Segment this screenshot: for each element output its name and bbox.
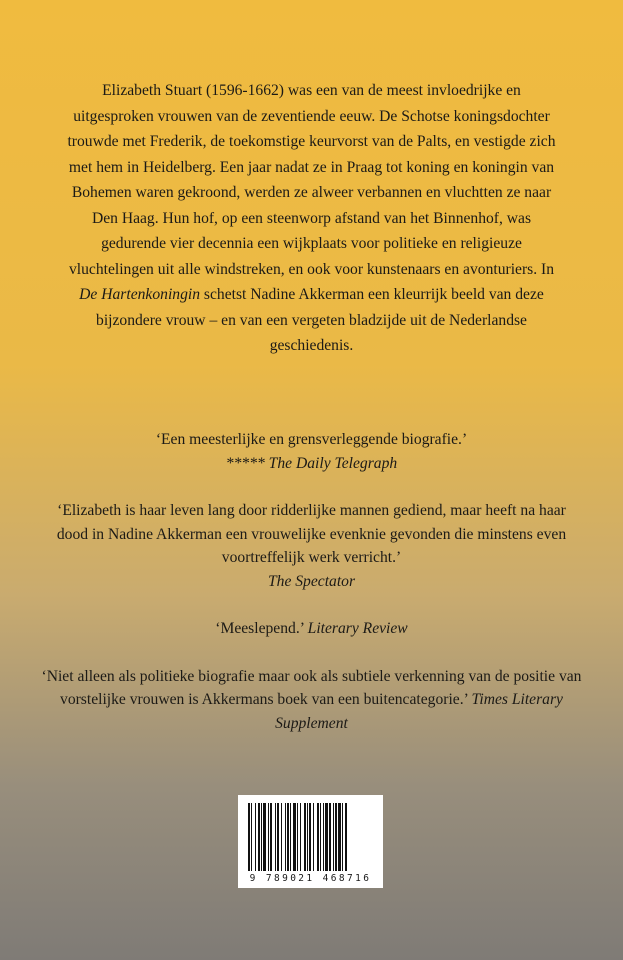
barcode-bar: [304, 803, 306, 871]
blurb-part-2-prefix: In: [541, 260, 555, 278]
barcode-digits: 9 789021 468716: [249, 873, 372, 884]
barcode-bar: [325, 803, 328, 871]
barcode-bar: [258, 803, 260, 871]
review-quote: ‘Een meesterlijke en grensverleggende biografie.’: [155, 431, 468, 448]
barcode-bar: [287, 803, 289, 871]
review-quote: ‘Elizabeth is haar leven lang door ridderlijke mannen gediend, maar heeft na haar dood in Nadine Akkerman een vrouwelijke evenknie gevonden die minstens even voortreffelijk werk verricht.’: [56, 502, 567, 566]
review-quote: ‘Niet alleen als politieke biografie maar ook als subtiele verkenning van de positie van vorstelijke vrouwen is Akkermans boek van een buitencategorie.’: [41, 667, 582, 708]
barcode-bar: [313, 803, 314, 871]
barcode-bar: [317, 803, 319, 871]
barcode-bar: [342, 803, 343, 871]
barcode-bar: [338, 803, 341, 871]
barcode-bar: [248, 803, 250, 871]
barcode-bar: [307, 803, 308, 871]
barcode-bar: [251, 803, 252, 871]
barcode-bar: [320, 803, 321, 871]
blurb-text: [66, 78, 557, 359]
barcode-bar: [255, 803, 256, 871]
review-source: Literary Review: [307, 620, 408, 637]
blurb-part-1: Elizabeth Stuart (1596-1662) was een van de meest invloedrijke en uitgesproken vrouwen van de zeventiende eeuw. De Schotse koningsdochter trouwde met Frederik, de toekomstige keurvorst van de Palts, en vestigde zich met hem in Heidelberg. Een jaar nadat ze in Praag tot koning en koningin van Bohemen waren gekroond, werden ze alweer verbannen en vluchtten ze naar Den Haag. Hun hof, op een steenworp afstand van het Binnenhof, was gedurende vier decennia een wijkplaats voor politieke en religieuze vluchtelingen uit alle windstreken, en ook voor kunstenaars en avonturiers.: [67, 82, 556, 278]
barcode-bar: [281, 803, 282, 871]
barcode-bar: [285, 803, 286, 871]
barcode-bar: [263, 803, 266, 871]
review-1: [40, 428, 583, 475]
isbn-barcode: [238, 795, 383, 888]
barcode-bar: [333, 803, 334, 871]
review-4: [40, 665, 583, 736]
barcode-bar: [270, 803, 272, 871]
review-2: [40, 499, 583, 593]
barcode-bar: [335, 803, 337, 871]
reviews-section: [40, 428, 583, 759]
barcode-bar: [309, 803, 311, 871]
barcode-bar: [261, 803, 262, 871]
review-source: The Spectator: [267, 572, 356, 590]
review-3: [40, 617, 583, 641]
barcode-bar: [345, 803, 347, 871]
blurb-part-2-rest: schetst Nadine Akkerman een kleurrijk beeld van deze bijzondere vrouw – en van een vergeten bladzijde uit de Nederlandse geschiedenis.: [96, 286, 544, 354]
barcode-bar: [277, 803, 279, 871]
review-source: Times Literary Supplement: [275, 691, 563, 732]
barcode-bar: [290, 803, 291, 871]
barcode-bar: [268, 803, 269, 871]
barcode-bars: [248, 803, 373, 871]
review-quote: ‘Meeslepend.’: [215, 620, 304, 637]
book-title: De Hartenkoningin: [79, 286, 201, 303]
barcode-bar: [329, 803, 331, 871]
barcode-bar: [275, 803, 276, 871]
barcode-bar: [293, 803, 296, 871]
barcode-bar: [297, 803, 298, 871]
barcode-bar: [300, 803, 301, 871]
review-source: ***** The Daily Telegraph: [225, 454, 398, 472]
barcode-bar: [323, 803, 324, 871]
